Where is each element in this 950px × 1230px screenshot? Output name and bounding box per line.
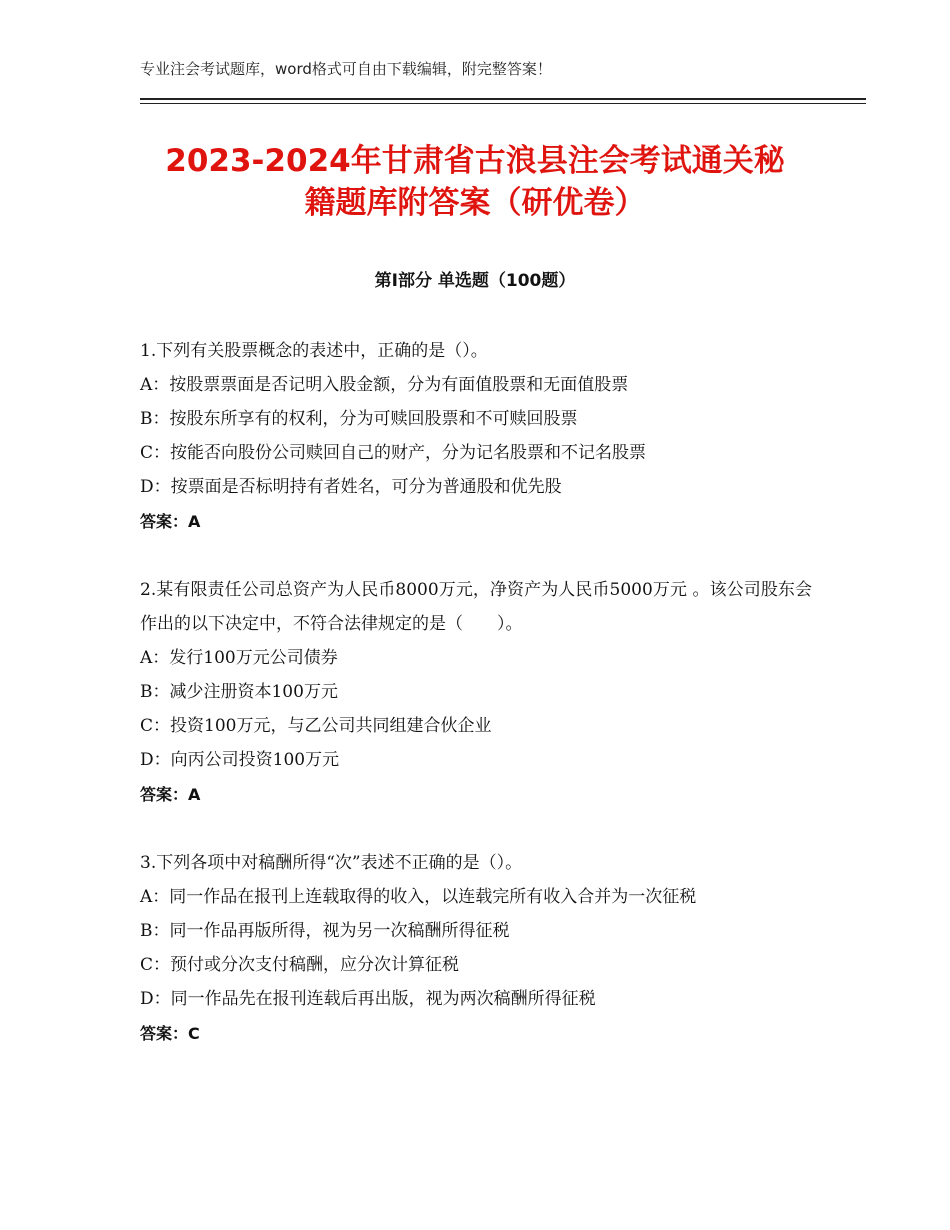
question-2 bbox=[140, 573, 820, 813]
option-a: A：按股票票面是否记明入股金额，分为有面值股票和无面值股票 bbox=[140, 375, 629, 395]
document-title-line1: 2023-2024年甘肃省古浪县注会考试通关秘 bbox=[165, 143, 785, 179]
header-rule-thick bbox=[140, 98, 866, 100]
document-title-line2: 籍题库附答案（研优卷） bbox=[304, 185, 646, 221]
option-d: D：按票面是否标明持有者姓名，可分为普通股和优先股 bbox=[140, 477, 562, 497]
option-c: C：投资100万元，与乙公司共同组建合伙企业 bbox=[140, 716, 492, 736]
option-b: B：减少注册资本100万元 bbox=[140, 682, 338, 702]
question-stem: 3.下列各项中对稿酬所得“次”表述不正确的是（）。 bbox=[140, 853, 523, 873]
option-d: D：向丙公司投资100万元 bbox=[140, 750, 340, 770]
question-stem: 2.某有限责任公司总资产为人民币8000万元，净资产为人民币5000万元 。该公司股东会作出的以下决定中，不符合法律规定的是（ ）。 bbox=[140, 580, 812, 634]
option-b: B：按股东所享有的权利，分为可赎回股票和不可赎回股票 bbox=[140, 409, 578, 429]
question-1 bbox=[140, 334, 820, 540]
option-d: D：同一作品先在报刊连载后再出版，视为两次稿酬所得征税 bbox=[140, 989, 596, 1009]
option-a: A：发行100万元公司债券 bbox=[140, 648, 338, 668]
header-rule-thin bbox=[140, 103, 866, 104]
document-title bbox=[100, 140, 850, 224]
answer: 答案：A bbox=[140, 512, 201, 531]
section-heading: 第Ⅰ部分 单选题（100题） bbox=[374, 271, 576, 291]
option-b: B：同一作品再版所得，视为另一次稿酬所得征税 bbox=[140, 921, 510, 941]
header-note: 专业注会考试题库，word格式可自由下载编辑，附完整答案！ bbox=[140, 60, 552, 78]
answer: 答案：A bbox=[140, 785, 201, 804]
option-a: A：同一作品在报刊上连载取得的收入，以连载完所有收入合并为一次征税 bbox=[140, 887, 697, 907]
option-c: C：预付或分次支付稿酬，应分次计算征税 bbox=[140, 955, 460, 975]
question-list bbox=[140, 334, 820, 1085]
answer: 答案：C bbox=[140, 1024, 200, 1043]
question-3 bbox=[140, 846, 820, 1052]
question-stem: 1.下列有关股票概念的表述中，正确的是（）。 bbox=[140, 341, 488, 361]
option-c: C：按能否向股份公司赎回自己的财产，分为记名股票和不记名股票 bbox=[140, 443, 647, 463]
